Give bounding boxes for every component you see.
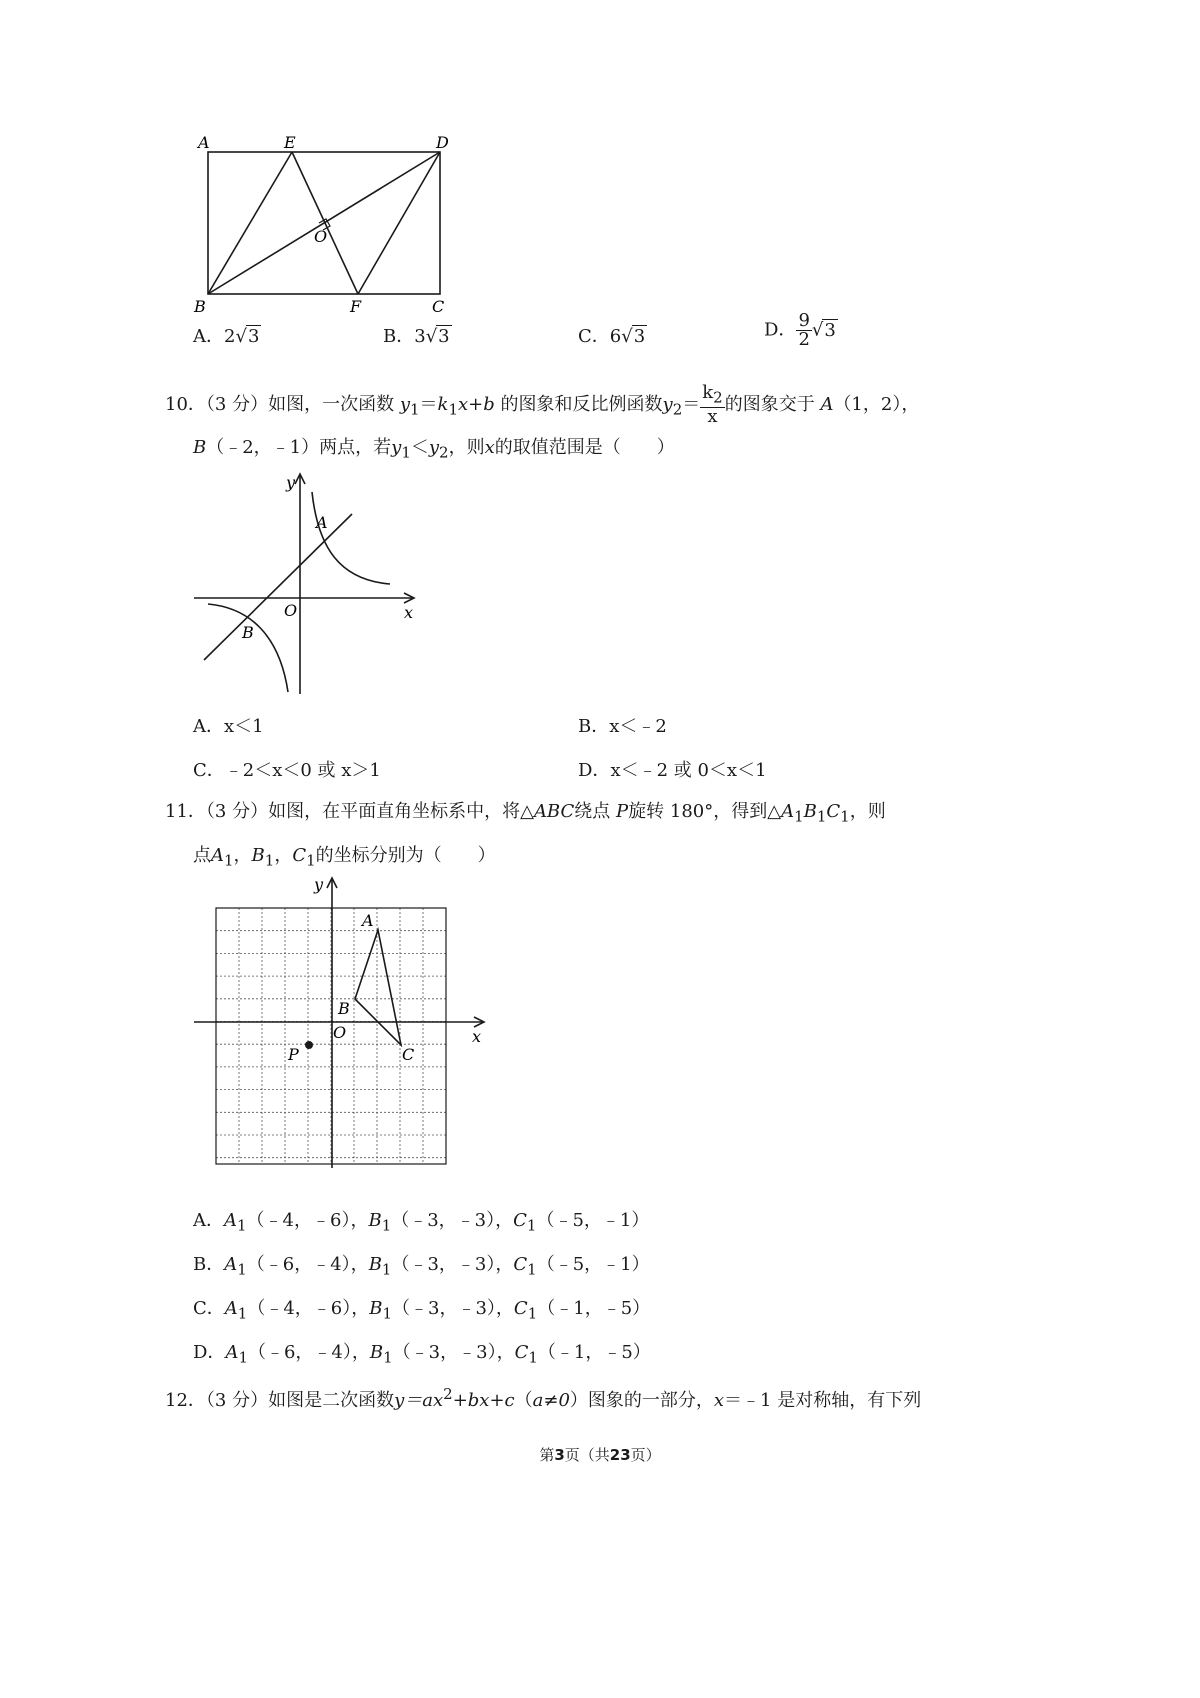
- page-footer: 第3页（共23页）: [539, 1446, 661, 1464]
- q9-option-b[interactable]: B．3√3: [383, 326, 450, 347]
- q11-label-O: O: [333, 1023, 347, 1042]
- q11-label-C: C: [402, 1045, 415, 1064]
- q11-label-P: P: [288, 1045, 299, 1064]
- q9-option-a[interactable]: A．2√3: [193, 326, 260, 347]
- q11-option-b[interactable]: B．$A_1(﹣6$，﹣4），$B_1(﹣3$，﹣3），$C_1(﹣5$，﹣1）: [193, 1254, 650, 1279]
- q10-line1: 10．（3 分）如图，一次函数 $y_1=k_1x+b$ 的图象和反比例函数$y_2=$ $\frac{k_2}{x}$ 的图象交于 A（1，2），: [165, 382, 920, 427]
- q9-option-d[interactable]: D． $\frac{9}{2}$ √3: [764, 310, 836, 350]
- q10-label-y: y: [286, 473, 296, 492]
- q10-label-x: x: [404, 603, 414, 622]
- q11-label-B: B: [338, 999, 350, 1018]
- label-B: B: [194, 297, 206, 316]
- q10-label-O: O: [284, 601, 298, 620]
- q11-label-y: y: [314, 875, 324, 894]
- rectangle-figure: [190, 130, 470, 320]
- q10-label-A: A: [316, 513, 328, 532]
- q10-option-d[interactable]: D．x＜﹣2 或 0＜x＜1: [578, 760, 767, 781]
- q12-line1: 12．（3 分）如图是二次函数$y=ax^2+bx+c(a\ne 0)$图象的一部分，x＝﹣1 是对称轴，有下列: [165, 1385, 922, 1411]
- q11-label-A: A: [362, 911, 374, 930]
- q11-option-c[interactable]: C．$A_1(﹣4$，﹣6），$B_1(﹣3$，﹣3），$C_1(﹣1$，﹣5）: [193, 1298, 651, 1323]
- q10-option-a[interactable]: A．x＜1: [193, 716, 264, 737]
- q10-option-b[interactable]: B．x＜﹣2: [578, 716, 667, 737]
- q10-line2: B（﹣2，﹣1）两点，若$y_1<y_2$，则x的取值范围是（ ）: [193, 437, 675, 462]
- q11-label-x: x: [472, 1027, 482, 1046]
- label-C: C: [432, 297, 445, 316]
- q11-line2: 点$A_1$，$B_1$，$C_1$的坐标分别为（ ）: [193, 845, 496, 870]
- q10-label-B: B: [242, 623, 254, 642]
- q11-line1: 11．（3 分）如图，在平面直角坐标系中，将△ABC绕点 P旋转 180°，得到$\triangle A_1B_1C_1$，则: [165, 801, 886, 826]
- label-O: O: [314, 227, 328, 246]
- label-E: E: [284, 133, 296, 152]
- q11-option-a[interactable]: A．$A_1(﹣4$，﹣6），$B_1(﹣3$，﹣3），$C_1(﹣5$，﹣1）: [193, 1210, 650, 1235]
- q10-option-c[interactable]: C．﹣2＜x＜0 或 x＞1: [193, 760, 381, 781]
- q11-grid-figure: [190, 872, 490, 1172]
- label-D: D: [436, 133, 449, 152]
- q11-option-d[interactable]: D．$A_1(﹣6$，﹣4），$B_1(﹣3$，﹣3），$C_1(﹣1$，﹣5）: [193, 1342, 651, 1367]
- label-A: A: [198, 133, 210, 152]
- q10-function-graph: [190, 468, 430, 698]
- label-F: F: [350, 297, 362, 316]
- q9-option-c[interactable]: C．6√3: [578, 326, 646, 347]
